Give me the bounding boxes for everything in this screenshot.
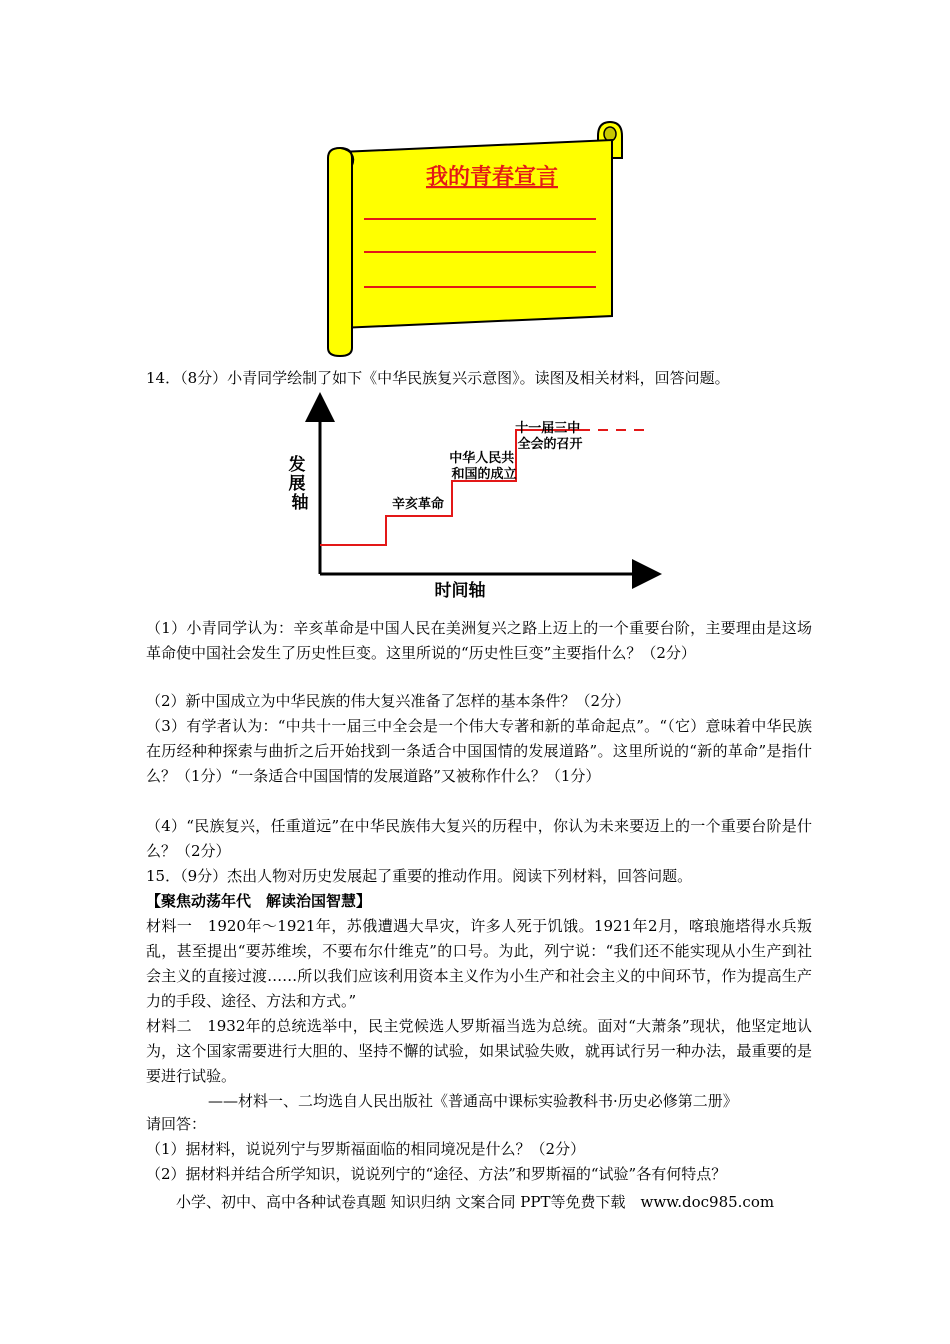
svg-text:发 展 轴 xyxy=(288,454,312,513)
q14-stem: 14．（8分）小青同学绘制了如下《中华民族复兴示意图》。读图及相关材料，回答问题。 xyxy=(146,369,730,387)
svg-text:辛亥革命 xyxy=(392,496,444,512)
q15-section-title: 【聚焦动荡年代 解读治国智慧】 xyxy=(146,892,372,910)
q14-sub1: （1）小青同学认为：辛亥革命是中国人民在美洲复兴之路上迈上的一个重要台阶，主要理由是这场革命使中国社会发生了历史性巨变。这里所说的“历史性巨变”主要指什么？（2分） xyxy=(146,619,812,662)
step-label-plenum-2: 全会的召开 xyxy=(517,437,583,452)
q15-source: ——材料一、二均选自人民出版社《普通高中课标实验教科书·历史必修第二册》 xyxy=(208,1092,738,1110)
page-footer: 小学、初中、高中各种试卷真题 知识归纳 文案合同 PPT等免费下载 www.doc985.com xyxy=(176,1193,775,1211)
y-axis-label-1: 发 xyxy=(288,455,306,475)
q15-sub1: （1）据材料，说说列宁与罗斯福面临的相同境况是什么？（2分） xyxy=(146,1140,586,1158)
q14-sub4: （4）“民族复兴，任重道远”在中华民族伟大复兴的历程中，你认为未来要迈上的一个重要台阶是什么？（2分） xyxy=(146,817,812,860)
step-label-xinhai: 辛亥革命 xyxy=(391,497,445,512)
youth-declaration-scroll xyxy=(320,118,630,358)
svg-text:中华人民共 和国的成立 xyxy=(449,450,519,482)
x-axis-label: 时间轴 xyxy=(434,581,486,601)
q15-material1: 材料一 1920年～1921年，苏俄遭遇大旱灾，许多人死于饥饿。1921年2月，喀琅施塔得水兵叛乱，甚至提出“要苏维埃，不要布尔什维克”的口号。为此，列宁说：“我们还不能实现从小生产到社会主义的直接过渡……所以我们应该利用资本主义作为小生产和社会主义的中间环节，作为提高生产力的手段、途径、方法和方式。” xyxy=(146,917,812,1010)
svg-text:十一届三中 全会的召开 xyxy=(515,420,585,452)
step-label-prc-1: 中华人民共 xyxy=(449,451,515,466)
q15-sub2: （2）据材料并结合所学知识，说说列宁的“途径、方法”和罗斯福的“试验”各有何特点？ xyxy=(146,1165,727,1183)
y-axis-label-2: 展 xyxy=(288,474,306,494)
y-axis-label-3: 轴 xyxy=(291,493,309,513)
q15-stem: 15．（9分）杰出人物对历史发展起了重要的推动作用。阅读下列材料，回答问题。 xyxy=(146,867,693,885)
q15-prompt: 请回答： xyxy=(146,1115,207,1133)
q14-sub2: （2）新中国成立为中华民族的伟大复兴准备了怎样的基本条件？（2分） xyxy=(146,692,631,710)
step-label-prc-2: 和国的成立 xyxy=(451,467,517,482)
scroll-title: 我的青春宣言 xyxy=(425,165,559,190)
revival-diagram xyxy=(280,392,670,602)
q14-sub3: （3）有学者认为：“中共十一届三中全会是一个伟大专著和新的革命起点”。“（它）意味着中华民族在历经种种探索与曲折之后开始找到一条适合中国国情的发展道路”。这里所说的“新的革命”是指什么？（1分）“一条适合中国国情的发展道路”又被称作什么？（1分） xyxy=(146,717,812,785)
step-label-plenum-1: 十一届三中 xyxy=(515,421,581,436)
q15-material2: 材料二 1932年的总统选举中，民主党候选人罗斯福当选为总统。面对“大萧条”现状，他坚定地认为，这个国家需要进行大胆的、坚持不懈的试验，如果试验失败，就再试行另一种办法，最重要的是要进行试验。 xyxy=(146,1017,812,1085)
